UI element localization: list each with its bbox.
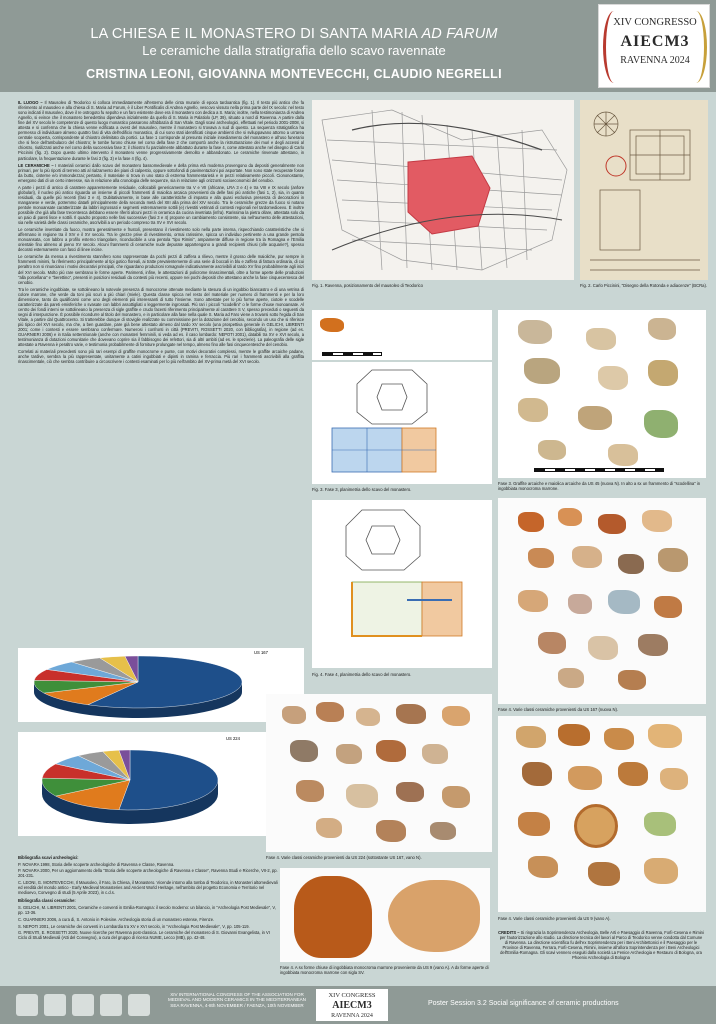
lead-ceramiche: LE CERAMICHE – (18, 162, 54, 168)
fig2-drawing (580, 100, 708, 280)
shard-7 (518, 398, 548, 422)
partner-logo-5 (128, 994, 150, 1016)
fase4-us224-photo (266, 694, 492, 852)
shard-6 (648, 360, 678, 386)
shard (558, 724, 590, 746)
footer-logo-line-1: XIV CONGRESS (328, 992, 376, 999)
shard (658, 548, 688, 572)
biblio-heading-2: Bibliografia classi ceramiche: (18, 898, 76, 904)
shard (336, 744, 362, 764)
congress-logo (598, 4, 710, 88)
shard-2 (586, 328, 616, 350)
partner-logo-3 (72, 994, 94, 1016)
shard-10 (608, 444, 638, 466)
biblio-item: G. PREVITI, E. ROSSETTI 2020, Nuove ricerche per Ravenna post-classica. Le ceramiche del monastero di S. Giovanni Evangelista, in VI Ciclo di Studi Medievali (Atti del Convegno), a cura del gruppo di ricerca NUME, Lecco (MB), pp. 42-48. (18, 930, 270, 941)
main-text (18, 100, 304, 366)
pie-label-us224: US 224 (226, 736, 240, 741)
bibliography (18, 855, 278, 942)
shard (618, 762, 648, 786)
shard (518, 590, 548, 612)
fase4-us167-photo (498, 498, 706, 704)
shard-4 (524, 358, 560, 384)
pie-chart-us167 (18, 648, 304, 722)
shard (604, 728, 634, 750)
shard (396, 782, 424, 802)
credits-text: Si ringrazia la Soprintendenza Archeologia, Belle Arti e Paesaggio di Ravenna, Forlì-Cesena e Rimini per l'autorizzazione allo studio. La direzione tecnica del lavori al Parco di Teodorico venne condotta dal Comune di Ravenna. La direzione scientifica fu dell'ex Soprintendenza per i Beni Architettonici e il Paesaggio per le Province di Ravenna, Ferrara, Forlì-Cesena, Rimini, insieme all'allora Soprintendenza per i Beni Archeologici dell'Emilia-Romagna. Gli scavi vennero eseguiti dalla società La Fenice Archeologia e Restauro di Bologna, ora Phoenix Archeologia di Bologna (499, 930, 704, 961)
caption-fase4-us167: Fase 4. Varie classi ceramiche provenienti da US 167 (nuova N). (498, 707, 619, 712)
partner-logo-1 (16, 994, 38, 1016)
shard (568, 766, 602, 790)
shard (296, 780, 324, 802)
biblio-item: S. GELICHI, M. LIBRENTI 2001, Ceramiche e conventi in Emilia-Romagna: il secolo moderno: un bilancio, in "Archeologia Post Medievale", V, pp. 13-36. (18, 905, 276, 916)
shard (346, 784, 378, 808)
shard-green (644, 410, 678, 438)
shard (442, 706, 470, 726)
shard (376, 740, 406, 762)
fase3-photo (498, 310, 706, 478)
shard (608, 590, 640, 614)
logo-line-3: RAVENNA 2024 (620, 55, 690, 66)
shard (442, 786, 470, 808)
title-italic: AD FARUM (421, 26, 498, 42)
paragraph-ceramiche (18, 163, 304, 183)
shard (376, 820, 406, 842)
biblio-item: S. NEPOTI 2001, Le ceramiche dei conventi in Lombardia tra XV e XVI secolo, in "Archeologia Post Medievale", V, pp. 105-119. (18, 923, 250, 929)
text-ceramiche: I materiali ceramici dallo scavo del monastero bassomedievale e della prima età moderna provengono da depositi generalmente non primari, per lo più riporti di terreno atti al rialzamento dei piani di calpestio, oppure sottofondi di pavimentazioni poi asportate. Non sono state recuperate fosse da butto, cisterne e/o immondezzai; pertanto, il materiale si trova in uno stato di estrema frammentarietà e in pezzi relativamente piccoli. Ciononostante, emergono dati di un certo interesse, sia in relazione alla cronologia delle sequenze, sia in relazione agli orizzonti socioeconomici del cenobio. (18, 162, 304, 183)
plan-fase4-svg (312, 500, 492, 668)
shard (396, 704, 426, 724)
footer-organization: XIV INTERNATIONAL CONGRESS OF THE ASSOCIATION FOR MEDIEVAL AND MODERN CERAMICS IN THE MEDITERRANEAN SEA RAVENNA, 4-8th NOVEMBER / FAENZA, 10th NOVEMBER (168, 992, 306, 1008)
fig1-map (312, 100, 574, 280)
shard-photo-small (312, 310, 492, 360)
logo-line-1: XIV CONGRESSO (613, 17, 697, 28)
shard (356, 708, 380, 726)
logo-line-2: AIECM3 (620, 33, 690, 50)
pie-label-us167: US 167 (254, 650, 268, 655)
shard (528, 856, 558, 878)
historic-drawing-svg (580, 100, 708, 280)
fig3-plan (312, 362, 492, 484)
poster-session: Poster Session 3.2 Social significance of ceramic productions (428, 1000, 619, 1007)
bowl-fragment-sv (388, 880, 480, 952)
partner-logo-4 (100, 994, 122, 1016)
biblio-item: C. LEONI, G. MONTEVECCHI, Il Mausoleo, il Faro, la Chiesa, il Monastero. Vicende intorno alla tomba di Teodorico, in Monasteri altomedievali ed eredità del mondo antico - Early Medieval Monasteries and Ancient World Heritage, nell'ambito del progetto Economia e Territorio nel medioevo, Convegno di studi (5 Aprile 2023), in c.d.s. (18, 880, 278, 896)
shard (644, 858, 678, 884)
credits (498, 930, 704, 961)
fase4-us9-photo (498, 716, 706, 912)
paragraph-luogo (18, 100, 304, 161)
shard (660, 768, 688, 790)
shard (430, 822, 456, 840)
shard (654, 596, 682, 618)
caption-fig1: Fig. 1. Ravenna, posizionamento del mausoleo di Teodorico (312, 283, 423, 288)
city-map-svg (312, 100, 574, 280)
caption-fig4: Fig. 4. Fase 4, planimetria dello scavo del monastero. (312, 672, 412, 677)
credits-lead: CREDITS – (498, 930, 520, 935)
shard (528, 548, 554, 568)
shard (316, 818, 342, 838)
shard (518, 812, 550, 836)
footer-logo-line-3: RAVENNA 2024 (331, 1013, 373, 1019)
title-main: LA CHIESA E IL MONASTERO DI SANTA MARIA (90, 26, 418, 42)
shard-8 (578, 406, 612, 430)
poster-title (14, 26, 574, 42)
shard (316, 702, 344, 722)
shard (572, 546, 602, 568)
shard (588, 862, 620, 886)
biblio-heading-1: Bibliografia scavi archeologici: (18, 855, 79, 860)
fig4-plan (312, 500, 492, 668)
biblio-item: P. NOVARA 1998, Storia delle scoperte archeologiche di Ravenna e Classe, Ravenna. (18, 861, 175, 867)
partner-logo-2 (44, 994, 66, 1016)
caption-fase4-monocroma: Fase 4. A sx forme chiuse di ingobbiata monocroma marrone proveniente da US 9 (vano A). A dx forme aperte di ingobbiata monocroma marrone con sigla SV. (280, 965, 489, 975)
biblio-item: P. NOVARA 2000, Per un aggiornamento della "Storia delle scoperte archeologiche di Ravenna e Classe", Ravenna Studi e Ricerche, VII-2, pp. 201-231. (18, 868, 278, 879)
paragraph-3: A parte i pezzi di antico di carattere apparentemente residuale, collocabili genericamente tra V e VII (africane, LRA 3 e 4) e tra VIII e IX secolo (anfore globulari), il nucleo più antico riguarda un insieme di piccoli frammenti di maiolica arcaica provenienti da delle fasi più antiche (fasi 1, 2), sia, in quanto residuali, da quelle più recenti (fasi 3 e 4). Dubitativamente, in base alle caratteristiche di impasto e alla quasi esclusiva presenza di decorazioni in manganese e verde, potremmo datarli principalmente della seconda metà del XIII alla prima del XIV secolo. Tra le ceramiche grezze da fuoco si notano pentole monoansate caratterizzate da labbri ingrossati e segmenti estremamente sottili (e) rivestiti vetrinati di contesti regionali nel tardomedioevo. È inoltre possibile che già alla fase trecentesca debbano essere riferiti alcuni pezzi in ceramica da cucina invetriata (infra). Rarissima la pietra ollare, attestata solo da un paio di pareti lisce e sottili. Il quadro proposto nelle fasi successive (fasi 3 e 4) propone un cambiamento consistente, sia nell'aumento delle attestazioni, sia nelle varietà delle classi ceramiche, ascrivibili a un periodo compreso tra XV e XVI secolo. (18, 184, 304, 226)
shard (558, 668, 584, 688)
paragraph-7: Correlati ai materiali precedenti sono più rari esempi di graffite monocrome e punte, con motivi decorativi complessi, mentre le graffite arcaiche padane, anche tardive, sembra la più rappresentate, unitamente a catini ingobbiati e dipinti in ramina e ferraccia. Più rari i frammenti ascrivibili alla graffita rinascimentale, ciò che sembra contribuire a circoscrivere i contesti esaminati per lo più nell'ambito del XV-prima metà del XVI secolo. (18, 349, 304, 365)
shard (638, 634, 668, 656)
shard (642, 510, 672, 532)
poster-header (0, 0, 716, 92)
shard (518, 512, 544, 532)
ewer-fragment (294, 876, 372, 958)
poster-authors: CRISTINA LEONI, GIOVANNA MONTEVECCHI, CLAUDIO NEGRELLI (86, 67, 502, 81)
shard (588, 636, 618, 660)
footer-logo-line-2: AIECM3 (332, 1000, 372, 1011)
bowl-base (574, 804, 618, 848)
lead-luogo: IL LUOGO – (18, 100, 43, 105)
biblio-item: C. GUARNIERI 2006, a cura di, S. Antonio in Polesine. Archeologia storia di un monastero estense, Firenze. (18, 916, 215, 922)
fase4-monocroma-photo (280, 868, 490, 962)
shard (618, 670, 646, 690)
caption-fig3: Fig. 3. Fase 3, planimetria dello scavo del monastero. (312, 487, 412, 492)
caption-fig2: Fig. 2. Carlo Piccinini, "Disegno della Rotonda e adiacenze" (BCRa). (580, 283, 708, 288)
paragraph-6: Tra le ceramiche ingobbiate, se sottolineano la notevole presenza di monocrome ottenute mediante la stesura di un ingobbio biancastro e di una vetrina di colore marrone, che verde da toni più scuri a più chiari (miele). Questa classe spicca nel resto del materiale per numero di frammenti e per la loro dimensione, tanto da qualificarsi come uno degli elementi più interessanti di tutto l'insieme. Sono attestate per lo più forme aperte, ciotole e scodelle caratterizzate da pareti emisferiche o svasate con labbri assottigliati o leggermente ingrossati. Più rari i piccoli "scodellini" o le forme chiuse monoansate. Al centro dei fondi interni se sottolineano la presenza di sigle graffite e crudo facenti riferimento principalmente al carattere S V, spesso preceduti o seguenti da segni di interpunzione. È possibile ricondurre al titolo del monastero, e in particolare alla fase nella quale S. Maria ad Faro viene a trovarsi sotto l'egida di San Vitale, a partire dal Quattrocento. Si tratterebbe dunque di stoviglie realizzate su commissione per la dotazione del cenobio, secondo un uso che si riferisce più tipico del XVI secolo, ma che, a ben guardare, pare già bene attestato almeno dal tardo XV secolo (una prospettiva generale in GELICHI, LIBRENTI 2001; come i contesti e essere sembrano confermare. Numerosi i confronti in città (PREVITI, ROSSETTI 2020, con bibliografia), in regione (ad es. GUARNIERI 2006) e in Italia settentrionale (anche con monasteri femminili, si veda ad es. il caso lombardo: NEPOTI 2001), databili tra XV e XVI secolo, a testimonianza di dotazioni comunitarie che dovevano coprire sia il fabbisogno dei refettori, sia di altri ambiti (ad es. le spezierie). La paleografia delle sigle attestate a Ravenna è peraltro varie, e testimonia probabilmente di forniture prolungate nel tempo, almeno fino alle fasi cinquecentesche del cenobio. (18, 286, 304, 348)
shard (598, 514, 626, 534)
scale-bar (534, 468, 664, 472)
shard (516, 726, 546, 748)
pie-svg-us224 (18, 732, 288, 836)
shard (558, 508, 582, 526)
pie-svg-us167 (18, 648, 304, 722)
shard-1 (518, 320, 552, 344)
paragraph-5: Le ceramiche da mensa a rivestimento stannifero sono rappresentate da pochi pezzi di zaffera a rilievo, mentre il grosso delle maioliche, pur sempre in frammenti minimi, fa riferimento principalmente al tipi gotico floreali, ai tratte prevalentemente di una serie di boccali in blu e zaffera di fattura ordinaria, di cui peraltro non si rinunciano i motivi decorativi principali, che riguardano produzioni romagnole indicativamente ascrivibili al tardo XV fino probabilmente agli inizi del XVI secolo. Molto più rare sembrano le forme aperte. Parimenti, infine, le attestazioni di policrome rinascimentali, oltre a forme aperte delle produzioni "alla porcellana" e "berettino", presenti in posizioni residuali da contesti più recenti, oppure nei pochi depositi che attestano anche la fase cinquecentesca del cenobio. (18, 254, 304, 285)
shard (648, 724, 682, 748)
caption-fase4-us9: Fase 4. Varie classi ceramiche provenienti da US 9 (vano A). (498, 916, 611, 921)
shard (422, 744, 448, 764)
text-luogo: Il Mausoleo di Teodorico si colloca immediatamente all'esterno delle cinta murarie di epoca tardoantica (fig. 1). Il testo più antico che fa riferimento al mausoleo e alla chiesa di S. Maria ad Farum, è il Liber Pontificalis di Andrea Agnello, vescovo vissuto nella prima parte del IX secolo: nel testo sono indicati il mausoleo, dove il re ostrogoto fu sepolto e un faro esistente dove era il monastero con dedica a S. Maria; inoltre, nella testimonianza di Andrea Agnello, si evince che il monastero benedettino dipendeva inizialmente da quello di S. Maria in Palatiolo (LP, 39), situato a nord di Ravenna. A partire dalla fine del XV secolo le competenze di questo luogo monastico passarono all'abbazia di San Vitale. Dagli scavi archeologici, effettuati nel periodo 2001-2008, si attesta e si conferma che la chiesa venne edificata a ovest del mausoleo, mentre il monastero si trovava a sud di questo. La sequenza stratigrafica ha permesso di individuare almeno quattro fasi di vita dell'edificio monastico, di cui sono stati identificati cinque ambienti che si sviluppavano attorno a un'area centrale scoperta, corrispondente al chiostro delimitato da portici. La fase 1 corrisponde al presunto iniziale insediamento del monastero e all'uso funerario che si fece dell'ambulacro del chiostro; le tombe furono chiuse nel corso della fase 2 che comportò anche la ristrutturazione dei muri e degli accessi al chiostro, riutilizzati anche nel corso della successiva fase 3; il chiostro fu parzialmente abbattuto durante la fase 4, come attestato anche nel disegno di Carlo Piccinini (fig. 2). Dopo questo ultimo intervento il monastero venne progressivamente demolito e abbandonato. Le ceramiche rinvenute attestano, in particolare, la frequentazione durante le fasi 3 (fig. 3) e la fase 4 (fig. 4). (18, 100, 304, 161)
shard (568, 594, 592, 614)
poster-footer (0, 986, 716, 1024)
plan-fase3-svg (312, 362, 492, 484)
shard-3 (648, 318, 676, 340)
shard (282, 706, 306, 724)
scale-bar (322, 352, 382, 356)
shard (538, 632, 566, 654)
poster-subtitle: Le ceramiche dalla stratigrafia dello scavo ravennate (142, 43, 446, 58)
caption-fase4-us224: Fase 4. Varie classi ceramiche provenienti da US 224 (sottostante US 167, vano N). (266, 855, 422, 860)
shard (290, 740, 318, 762)
shard-9 (538, 440, 566, 460)
paragraph-4: Le ceramiche invetriate da fuoco, mostra generalmente e frustoli, presentano il rivestimento solo nella parte interna, rispecchiando caratteristiche che si affermano in regione tra il XIV e il XV secolo. Tra le grezze prive di rivestimento, ormai rarissime, spicca un individuo pertinente a una grande pentola monoansata, con labbro a profilo esterno triangolare, riconducibile a una pentola "tipo Rimini", ampiamente diffuse in regione tra la Romagna e l'Emilia orientale fino almeno al pieno XV secolo. Alcuni frammenti di ceramiche nude depurate appartengono a grandi recipienti chiusi (olle acquarie?), spesso decorati esternamente con fasci di linee incise. (18, 227, 304, 253)
footer-congress-logo (316, 989, 388, 1021)
shard (644, 812, 676, 836)
caption-fase3: Fase 3. Graffite arcaiche e maiolica arcaiche da US 45 (nuova N). In alto a sx un frammento di "scodellina" in ingobbiata monocroma marrone. (498, 481, 701, 491)
shard-orange (320, 318, 344, 332)
pie-chart-us224 (18, 732, 288, 836)
shard (522, 762, 552, 786)
shard-5 (598, 366, 628, 390)
shard (618, 554, 644, 574)
